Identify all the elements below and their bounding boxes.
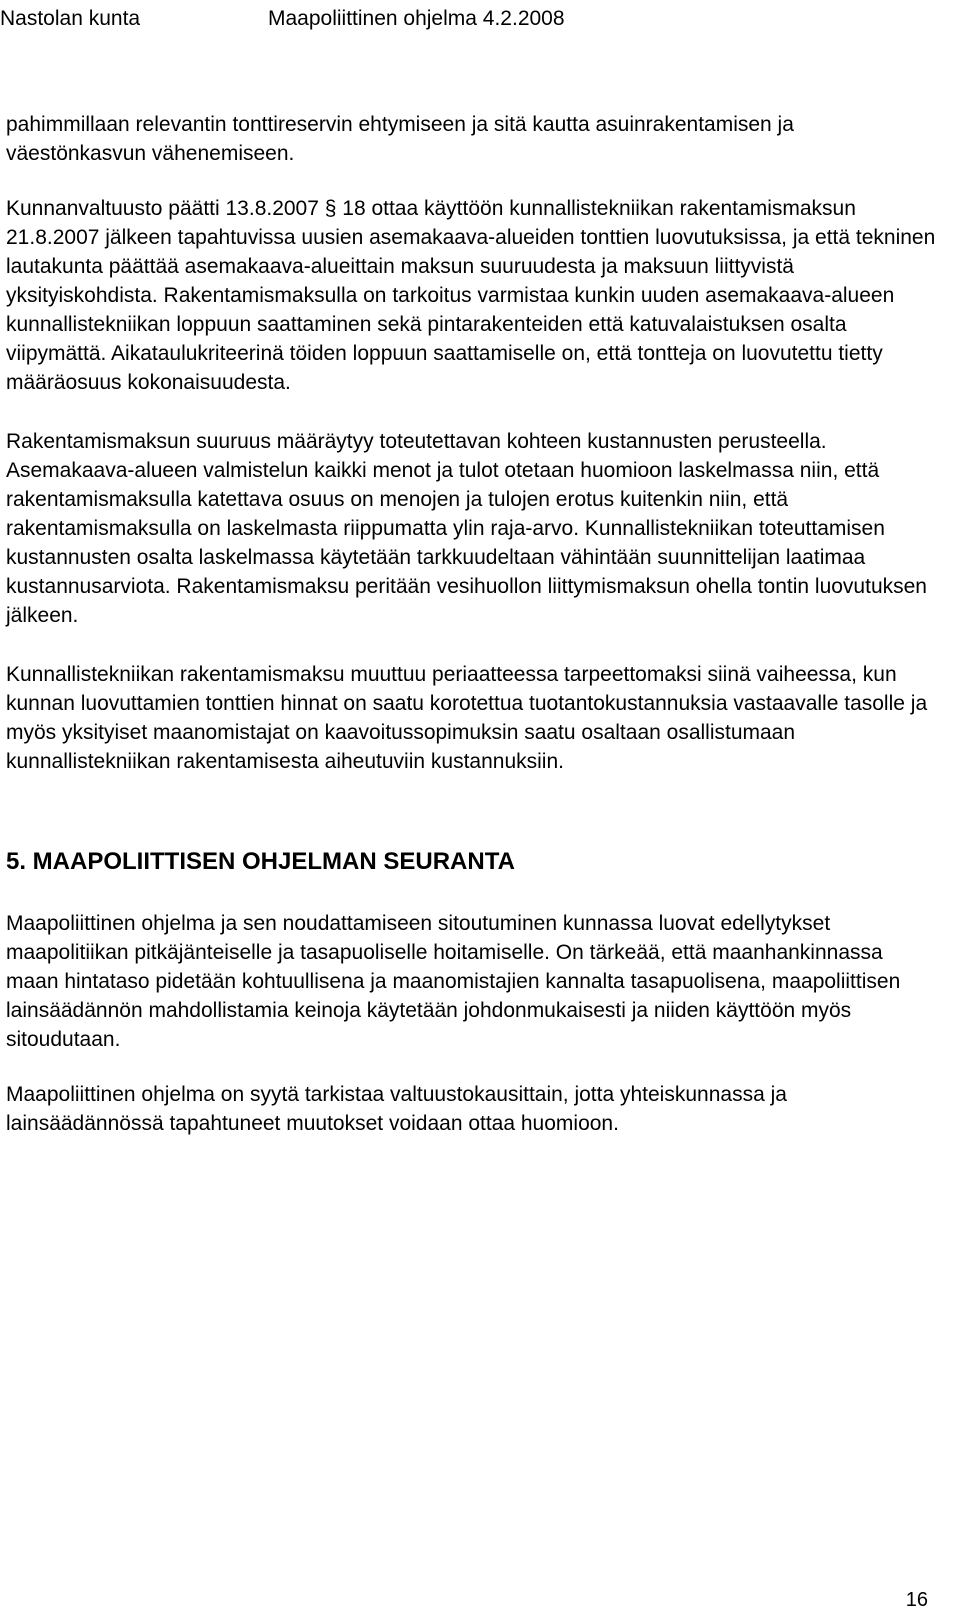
body-paragraph-4: Kunnallistekniikan rakentamismaksu muuttuu periaatteessa tarpeettomaksi siinä vaiheessa, kun kunnan luovuttamien tonttien hinnat on saatu korotettua tuotantokustannuksia vastaavalle tasolle ja myös yksityiset maanomistajat on kaavoitussopimuksin saatu osaltaan osallistumaan kunnallistekniikan rakentamisesta aiheutuviin kustannuksiin. xyxy=(6,663,928,773)
body-paragraph-3: Rakentamismaksun suuruus määräytyy toteutettavan kohteen kustannusten perusteella. Asemakaava-alueen valmistelun kaikki menot ja tulot otetaan huomioon laskelmassa niin, että rakentamismaksulla katettava osuus on menojen ja tulojen erotus kuitenkin niin, että rakentamismaksulla on laskelmasta riippumatta ylin raja-arvo. Kunnallistekniikan toteuttamisen kustannusten osalta laskelmassa käytetään tarkkuudeltaan vähintään suunnittelijan laatimaa kustannusarviota. Rakentamismaksu peritään vesihuollon liittymismaksun ohella tontin luovutuksen jälkeen. xyxy=(6,430,927,627)
header-document-title: Maapoliittinen ohjelma 4.2.2008 xyxy=(268,7,565,30)
header-organization: Nastolan kunta xyxy=(0,7,141,30)
section-paragraph-2: Maapoliittinen ohjelma on syytä tarkistaa valtuustokausittain, jotta yhteiskunnassa ja lainsäädännössä tapahtuneet muutokset voidaan ottaa huomioon. xyxy=(6,1083,787,1135)
section-heading: 5. MAAPOLIITTISEN OHJELMAN SEURANTA xyxy=(6,848,515,875)
body-paragraph-1: pahimmillaan relevantin tonttireservin ehtymiseen ja sitä kautta asuinrakentamisen ja väestönkasvun vähenemiseen. xyxy=(6,113,794,165)
body-paragraph-2: Kunnanvaltuusto päätti 13.8.2007 § 18 ottaa käyttöön kunnallistekniikan rakentamismaksun 21.8.2007 jälkeen tapahtuvissa uusien asemakaava-alueiden tonttien luovutuksissa, ja että tekninen lautakunta päättää asemakaava-alueittain maksun suuruudesta ja maksuun liittyvistä yksityiskohdista. Rakentamismaksulla on tarkoitus varmistaa kunkin uuden asemakaava-alueen kunnallistekniikan loppuun saattaminen sekä pintarakenteiden että katuvalaistuksen osalta viipymättä. Aikataulukriteerinä töiden loppuun saattamiselle on, että tontteja on luovutettu tietty määräosuus kokonaisuudesta. xyxy=(6,197,936,394)
document-body xyxy=(6,110,938,1138)
section-paragraph-1: Maapoliittinen ohjelma ja sen noudattamiseen sitoutuminen kunnassa luovat edellytykset maapolitiikan pitkäjänteiselle ja tasapuoliselle hoitamiselle. On tärkeää, että maanhankinnassa maan hintataso pidetään kohtuullisena ja maanomistajien kannalta tasapuolisena, maapoliittisen lainsäädännön mahdollistamia keinoja käytetään johdonmukaisesti ja niiden käyttöön myös sitoudutaan. xyxy=(6,912,901,1051)
page-header xyxy=(0,2,960,38)
page-number: 16 xyxy=(905,1589,928,1611)
